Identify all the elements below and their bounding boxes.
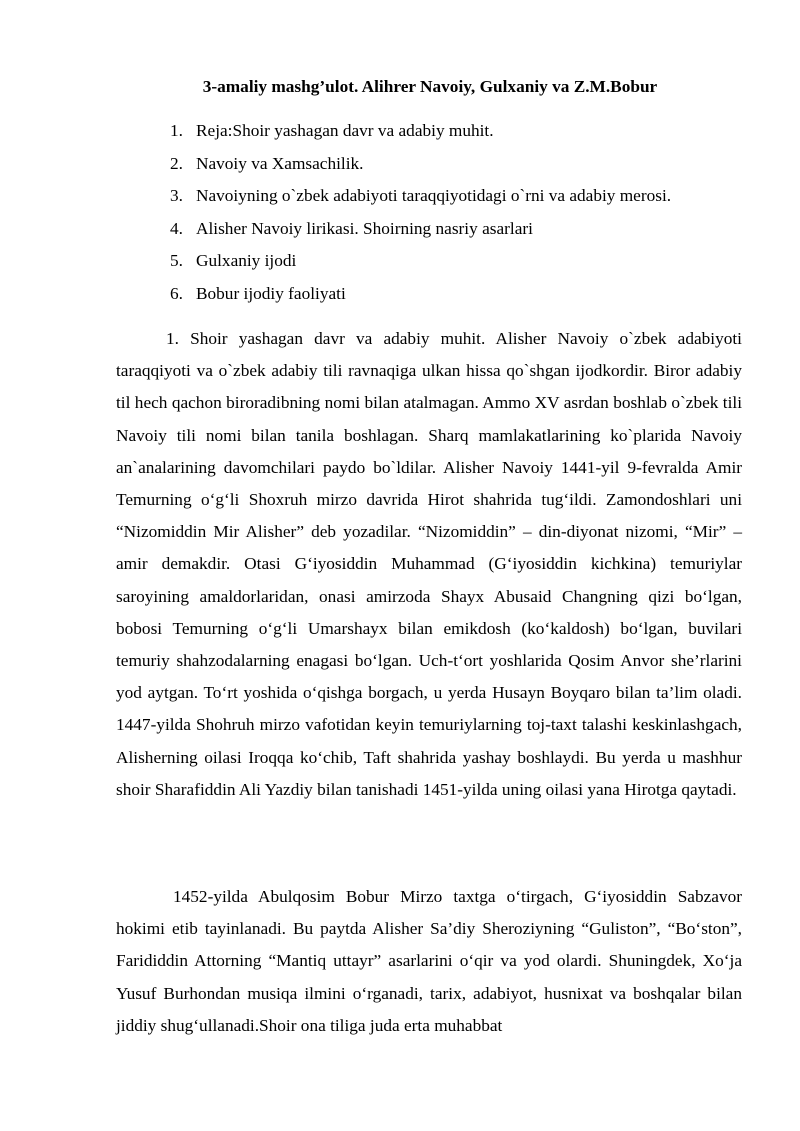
plan-item-number: 1. — [170, 121, 183, 140]
body-paragraph: 1. Shoir yashagan davr va adabiy muhit. Alisher Navoiy o`zbek adabiyoti taraqqiyoti va o`zbek adabiy tili ravnaqiga ulkan hissa qo`shgan ijodkordir. Biror adabiy til hech qachon biroradibning nomi bilan atalmagan. Ammo XV asrdan boshlab o`zbek tili Navoiy tili nomi bilan tanila boshlagan. Sharq mamlakatlarining ko`plarida Navoiy an`analarining davomchilari paydo bo`ldilar. Alisher Navoiy 1441-yil 9-fevralda Amir Temurning o‘g‘li Shoxruh mirzo davrida Hirot shahrida tug‘ildi. Zamondoshlari uni “Nizomiddin Mir Alisher” deb yozadilar. “Nizomiddin” – din-diyonat nizomi, “Mir” – amir demakdir. Otasi G‘iyosiddin Muhammad (G‘iyosiddin kichkina) temuriylar saroyining amaldorlaridan, onasi amirzoda Shayx Abusaid Changning qizi bo‘lgan, bobosi Temurning o‘g‘li Umarshayx bilan emikdosh (ko‘kaldosh) bo‘lgan, buvilari temuriy shahzodalarning enagasi bo‘lgan. Uch-t‘ort yoshlarida Qosim Anvor she’rlarini yod aytgan. To‘rt yoshida o‘qishga borgach, u yerda Husayn Boyqaro bilan ta’lim oladi. 1447-yilda Shohruh mirzo vafotidan keyin temuriylarning toj-taxt talashi keskinlashgach, Alisherning oilasi Iroqqa ko‘chib, Taft shahrida yashay boshlaydi. Bu yerda u mashhur shoir Sharafiddin Ali Yazdiy bilan tanishadi 1451-yilda uning oilasi yana Hirotga qaytadi. — [116, 329, 742, 799]
body-paragraph: 1452-yilda Abulqosim Bobur Mirzo taxtga o‘tirgach, G‘iyosiddin Sabzavor hokimi etib tayinlanadi. Bu paytda Alisher Sa’diy Sheroziyning “Guliston”, “Bo‘ston”, Farididdin Attorning “Mantiq uttayr” asarlarini o‘qir va yod olardi. Shuningdek, Xo‘ja Yusuf Burhondan musiqa ilmini o‘rganadi, tarix, adabiyot, husnixat va boshqalar bilan jiddiy shug‘ullanadi.Shoir ona tiliga juda erta muhabbat — [116, 887, 742, 1035]
page-title: 3-amaliy mashg’ulot. Alihrer Navoiy, Gulxaniy va Z.M.Bobur — [202, 77, 658, 96]
plan-item-text: Navoiyning o`zbek adabiyoti taraqqiyotidagi o`rni va adabiy merosi. — [196, 186, 672, 205]
plan-list — [0, 120, 800, 315]
plan-item-number: 6. — [170, 283, 183, 303]
plan-item — [0, 120, 800, 153]
plan-item-number: 5. — [170, 251, 183, 270]
plan-item-text: Gulxaniy ijodi — [196, 251, 297, 270]
plan-item — [0, 218, 800, 251]
plan-item — [0, 283, 800, 316]
plan-item-number: 4. — [170, 218, 183, 238]
plan-item-text: Alisher Navoiy lirikasi. Shoirning nasriy asarlari — [196, 218, 533, 238]
plan-item — [0, 153, 800, 186]
plan-item — [0, 250, 800, 283]
plan-item-number: 2. — [170, 153, 183, 173]
plan-item-text: Navoiy va Xamsachilik. — [196, 153, 364, 173]
plan-item-number: 3. — [170, 186, 183, 205]
plan-item-text: Bobur ijodiy faoliyati — [196, 283, 346, 303]
plan-item-text: Reja:Shoir yashagan davr va adabiy muhit. — [196, 121, 494, 140]
plan-item — [0, 185, 800, 218]
